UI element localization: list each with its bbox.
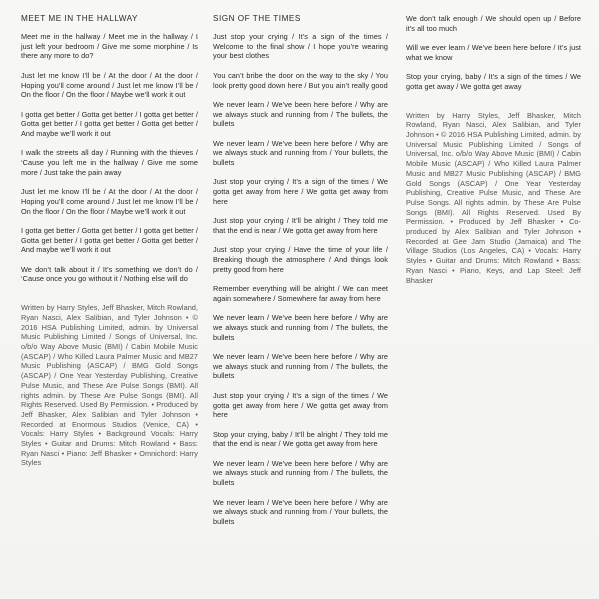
lyric-stanza: Just stop your crying / It’ll be alright / They told me that the end is near / We gotta get away from here	[213, 216, 388, 235]
lyric-stanza: We never learn / We’ve been here before / Why are we always stuck and running from / The bullets, the bullets	[213, 313, 388, 342]
lyric-stanza: You can’t bribe the door on the way to the sky / You look pretty good down here / But you ain’t really good	[213, 70, 388, 90]
lyric-stanza: Remember everything will be alright / We can meet again somewhere / Somewhere far away from here	[213, 284, 388, 303]
lyric-stanza: Just stop your crying / It’s a sign of the times / We gotta get away from here / We gotta get away from here	[213, 390, 388, 420]
song-credits: Written by Harry Styles, Jeff Bhasker, Mitch Rowland, Ryan Nasci, Alex Salibian, and Tyler Johnson • © 2016 HSA Publishing Limited, admin. by Universal Music Publishing Limited / Songs of Universal, Inc. o/b/o Way Above Music (BMI) / Cabin Mobile Music (ASCAP) / Who Killed Laura Palmer Music and MB27 Music Publishing (ASCAP) / BMG Gold Songs (ASCAP) / One Year Yesterday Publishing, Creative Pulse Music, and These Are Pulse Songs. All rights admin. by These Are Pulse Songs (BMI). All Rights Reserved. Used By Permission. • Produced by Jeff Bhasker • Co-produced by Alex Salibian and Tyler Johnson • Recorded at Gee Jam Studio (Jamaica) and The Village Studios (Los Angeles, CA) • Vocals: Harry Styles • Guitar and Drums: Mitch Rowland • Bass: Ryan Nasci • Piano, Keys, and Lap Steel: Jeff Bhasker	[406, 110, 581, 285]
song-credits: Written by Harry Styles, Jeff Bhasker, Mitch Rowland, Ryan Nasci, Alex Salibian, and Tyler Johnson • © 2016 HSA Publishing Limited, admin. by Universal Music Publishing Limited / Songs of Universal, Inc. o/b/o Way Above Music (BMI) / Cabin Mobile Music (ASCAP) / Who Killed Laura Palmer Music and MB27 Music Publishing (ASCAP) / BMG Gold Songs (ASCAP) / One Year Yesterday Publishing, Creative Pulse Music, and These Are Pulse Songs (BMI). All rights admin. by These Are Pulse Songs (BMI). All Rights Reserved. Used By Permission. • Produced by Jeff Bhasker, Alex Salibian and Tyler Johnson • Recorded at Enormous Studios (Venice, CA) • Vocals: Harry Styles • Background Vocals: Harry Styles • Guitar and Drums: Mitch Rowland • Bass: Ryan Nasci • Piano: Jeff Bhasker • Omnichord: Harry Styles	[21, 303, 198, 468]
lyric-stanza: I gotta get better / Gotta get better / I gotta get better / Gotta get better / I gotta get better / Gotta get better / And maybe we’ll work it out	[21, 225, 198, 255]
lyric-stanza: Just stop your crying / Have the time of your life / Breaking though the atmosphere / And things look pretty good from here	[213, 245, 388, 274]
lyric-stanza: We never learn / We’ve been here before / Why are we always stuck and running from / The bullets, the bullets	[213, 458, 388, 488]
column-sign-of-the-times	[213, 14, 388, 536]
lyric-stanza: Just let me know I’ll be / At the door / At the door / Hoping you’ll come around / Just let me know I’ll be / On the floor / On the floor / Maybe we’ll work it out	[21, 70, 198, 100]
lyric-stanza: Stop your crying, baby / It’s a sign of the times / We gotta get away / We gotta get away	[406, 72, 581, 91]
lyric-stanza: We never learn / We’ve been here before / Why are we always stuck and running from / Your bullets, the bullets	[213, 497, 388, 526]
lyric-stanza: Just stop your crying / It’s a sign of the times / We gotta get away from here / We gotta get away from here	[213, 177, 388, 206]
lyric-stanza: Stop your crying, baby / It’ll be alright / They told me that the end is near / We gotta get away from here	[213, 429, 388, 449]
lyric-stanza: Meet me in the hallway / Meet me in the hallway / I just left your bedroom / Give me some morphine / Is there any more to do?	[21, 32, 198, 61]
lyric-stanza: We don’t talk enough / We should open up / Before it’s all too much	[406, 14, 581, 33]
song-title: MEET ME IN THE HALLWAY	[21, 14, 138, 23]
column-meet-me-in-the-hallway	[21, 14, 198, 468]
column-sign-of-the-times-continued	[406, 14, 581, 285]
song-title: SIGN OF THE TIMES	[213, 14, 301, 23]
lyric-stanza: I walk the streets all day / Running with the thieves / ‘Cause you left me in the hallway / Give me some more / Just take the pain away	[21, 148, 198, 177]
lyric-stanza: We never learn / We’ve been here before / Why are we always stuck and running from / The bullets, the bullets	[213, 99, 388, 129]
lyric-stanza: I gotta get better / Gotta get better / I gotta get better / Gotta get better / I gotta get better / Gotta get better / And maybe we’ll work it out	[21, 109, 198, 138]
lyric-stanza: Just let me know I’ll be / At the door / At the door / Hoping you’ll come around / Just let me know I’ll be / On the floor / On the floor / Maybe we’ll work it out	[21, 187, 198, 216]
lyric-stanza: We don’t talk about it / It’s something we don’t do / ‘Cause once you go without it / Nothing else will do	[21, 264, 198, 284]
lyric-stanza: We never learn / We’ve been here before / Why are we always stuck and running from / Your bullets, the bullets	[213, 138, 388, 168]
lyric-stanza: Just stop your crying / It’s a sign of the times / Welcome to the final show / I hope you’re wearing your best clothes	[213, 32, 388, 61]
lyric-stanza: Will we ever learn / We’ve been here before / It’s just what we know	[406, 43, 581, 62]
lyric-stanza: We never learn / We’ve been here before / Why are we always stuck and running from / The bullets, the bullets	[213, 352, 388, 381]
